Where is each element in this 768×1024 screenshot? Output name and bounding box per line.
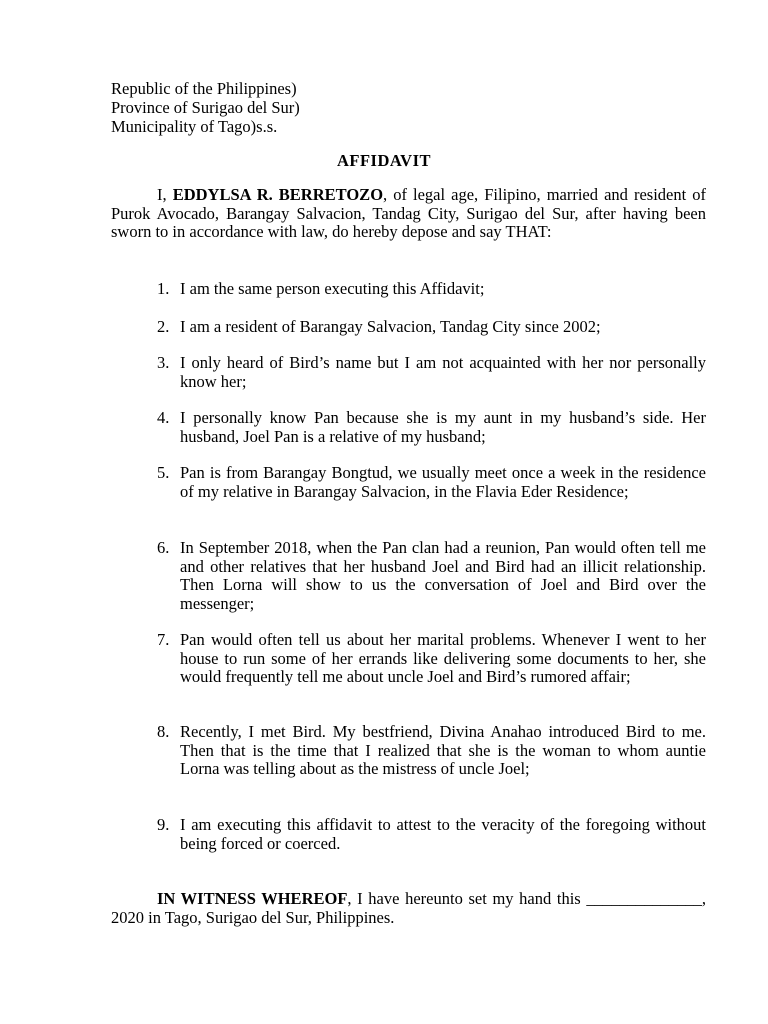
- list-item-text: I am the same person executing this Affidavit;: [180, 279, 485, 298]
- intro-prefix: I,: [157, 185, 173, 204]
- list-item-number: 6.: [157, 538, 170, 557]
- venue-line-province: Province of Surigao del Sur): [111, 98, 300, 117]
- list-item-number: 5.: [157, 463, 170, 482]
- list-item-number: 7.: [157, 630, 170, 649]
- list-item-text: Pan is from Barangay Bongtud, we usually meet once a week in the residence of my relative in Barangay Salvacion, in the Flavia Eder Residence;: [180, 463, 706, 501]
- list-item-text: I am a resident of Barangay Salvacion, Tandag City since 2002;: [180, 317, 601, 336]
- list-item-text: Recently, I met Bird. My bestfriend, Divina Anahao introduced Bird to me. Then that is the time that I realized that she is the woman to whom auntie Lorna was telling about as the mistress of uncle Joel;: [180, 722, 706, 778]
- list-item-number: 4.: [157, 408, 170, 427]
- venue-block: [111, 80, 300, 137]
- list-item-text: I only heard of Bird’s name but I am not acquainted with her nor personally know her;: [180, 353, 706, 391]
- list-item-number: 9.: [157, 815, 170, 834]
- witness-lead: IN WITNESS WHEREOF: [157, 889, 348, 908]
- document-title: AFFIDAVIT: [336, 151, 432, 170]
- intro-text: , of legal age, Filipino, married and resident of Purok Avocado, Barangay Salvacion, Tandag City, Surigao del Sur, after having been sworn to in accordance with law, do hereby depose and say THAT:: [111, 185, 706, 241]
- venue-line-republic: Republic of the Philippines): [111, 79, 297, 98]
- witness-clause: [111, 890, 706, 927]
- intro-paragraph: [111, 186, 706, 242]
- list-item-text: Pan would often tell us about her marital problems. Whenever I went to her house to run some of her errands like delivering some documents to her, she would frequently tell me about uncle Joel and Bird’s rumored affair;: [180, 630, 706, 686]
- affiant-name: EDDYLSA R. BERRETOZO: [172, 185, 384, 204]
- list-item-number: 8.: [157, 722, 170, 741]
- list-item-text: In September 2018, when the Pan clan had a reunion, Pan would often tell me and other relatives that her husband Joel and Bird had an illicit relationship. Then Lorna will show to us the conversation of Joel and Bird over the messenger;: [180, 538, 706, 613]
- list-item-text: I personally know Pan because she is my aunt in my husband’s side. Her husband, Joel Pan is a relative of my husband;: [180, 408, 706, 446]
- list-item-number: 1.: [157, 279, 170, 298]
- list-item-text: I am executing this affidavit to attest to the veracity of the foregoing without being forced or coerced.: [180, 815, 706, 853]
- venue-line-municipality: Municipality of Tago)s.s.: [111, 117, 278, 136]
- list-item-number: 2.: [157, 317, 170, 336]
- witness-text: , I have hereunto set my hand this ______________, 2020 in Tago, Surigao del Sur, Philippines.: [111, 889, 706, 927]
- list-item-number: 3.: [157, 353, 170, 372]
